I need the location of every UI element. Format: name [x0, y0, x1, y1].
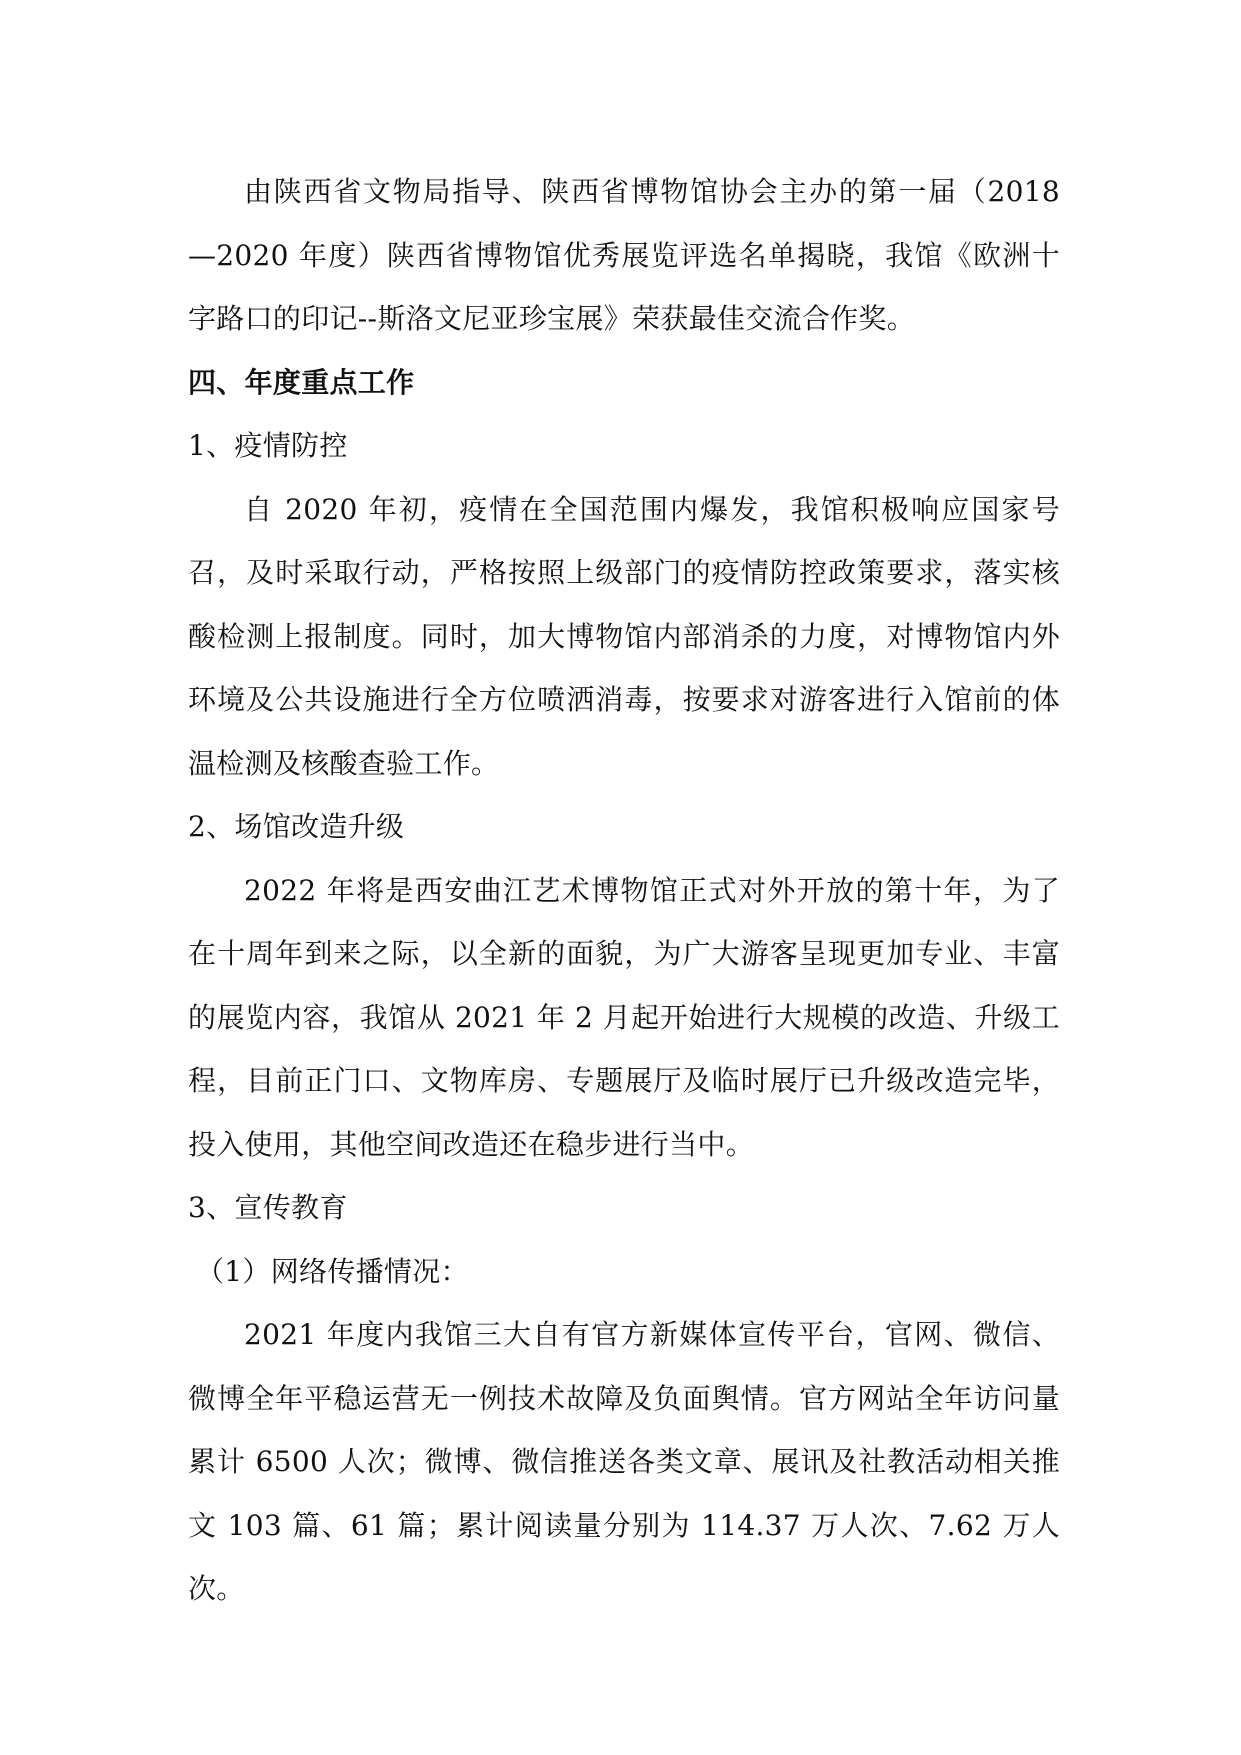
- paragraph-online-communication: 2021 年度内我馆三大自有官方新媒体宣传平台，官网、微信、微博全年平稳运营无一例技术故障及负面舆情。官方网站全年访问量累计 6500 人次；微博、微信推送各类文章、展讯及社教活动相关推文 103 篇、61 篇；累计阅读量分别为 114.37 万人次、7.62 万人次。: [188, 1318, 1060, 1605]
- subheading-online-communication: （1）网络传播情况：: [196, 1254, 469, 1288]
- subheading-venue-upgrade: 2、场馆改造升级: [188, 810, 405, 843]
- paragraph-venue-upgrade: 2022 年将是西安曲江艺术博物馆正式对外开放的第十年，为了在十周年到来之际，以全新的面貌，为广大游客呈现更加专业、丰富的展览内容，我馆从 2021 年 2 月起开始进行大规模的改造、升级工程，目前正门口、文物库房、专题展厅及临时展厅已升级改造完毕，投入使用，其他空间改造还在稳步进行当中。: [188, 873, 1060, 1161]
- subheading-publicity-education: 3、宣传教育: [188, 1191, 348, 1224]
- subheading-epidemic-prevention: 1、疫情防控: [188, 429, 348, 462]
- paragraph-epidemic-prevention: 自 2020 年初，疫情在全国范围内爆发，我馆积极响应国家号召，及时采取行动，严格按照上级部门的疫情防控政策要求，落实核酸检测上报制度。同时，加大博物馆内部消杀的力度，对博物馆内外环境及公共设施进行全方位喷洒消毒，按要求对游客进行入馆前的体温检测及核酸查验工作。: [188, 492, 1060, 780]
- paragraph-award: 由陕西省文物局指导、陕西省博物馆协会主办的第一届（2018 —2020 年度）陕西省博物馆优秀展览评选名单揭晓，我馆《欧洲十字路口的印记--斯洛文尼亚珍宝展》荣获最佳交流合作奖。: [188, 175, 1060, 335]
- section-heading-annual-key-work: 四、年度重点工作: [188, 365, 415, 399]
- document-body: [188, 160, 1060, 1621]
